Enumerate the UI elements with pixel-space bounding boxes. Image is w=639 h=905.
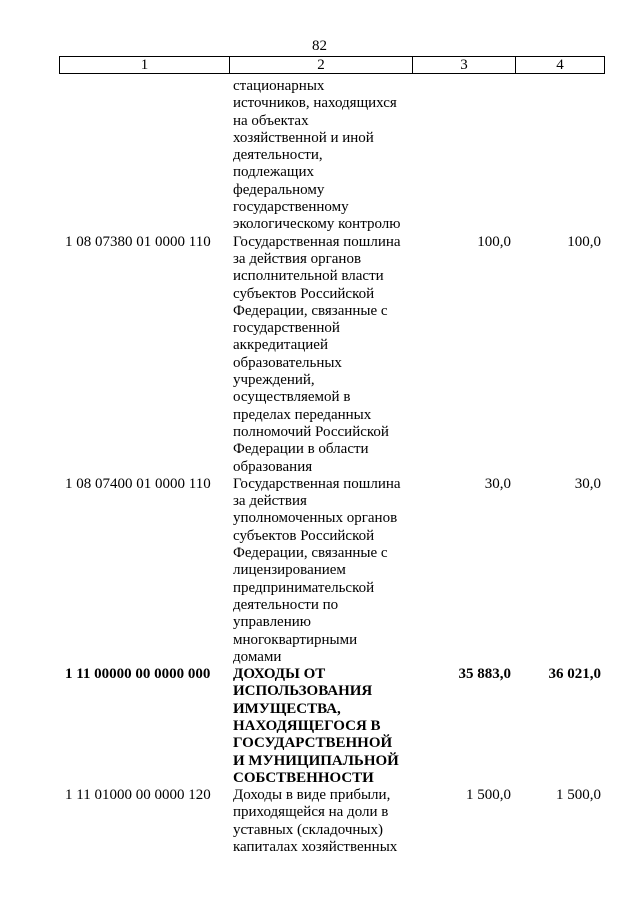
description-line: хозяйственной и иной	[233, 129, 374, 146]
item-description	[229, 78, 412, 234]
item-description	[229, 666, 412, 787]
description-line: деятельности,	[233, 147, 323, 164]
description-line: предпринимательской	[233, 579, 375, 596]
description-line: приходящейся на доли в	[233, 804, 389, 821]
amount-col-4: 100,0	[567, 233, 601, 250]
description-line: субъектов Российской	[233, 527, 375, 544]
description-line: СОБСТВЕННОСТИ	[233, 769, 374, 786]
item-description	[229, 787, 412, 856]
description-line: Государственная пошлина	[233, 475, 401, 492]
table-header	[59, 56, 605, 74]
item-description	[229, 476, 412, 666]
description-line: экологическому контролю	[233, 216, 401, 233]
description-line: лицензированием	[233, 562, 346, 579]
description-line: Федерации, связанные с	[233, 302, 388, 319]
description-line: государственной	[233, 320, 340, 337]
description-line: исполнительной власти	[233, 268, 384, 285]
description-line: государственному	[233, 199, 349, 216]
header-col-3: 3	[413, 57, 516, 73]
description-line: капиталах хозяйственных	[233, 839, 398, 856]
amount-col-4: 1 500,0	[556, 787, 601, 804]
description-line: за действия органов	[233, 250, 362, 267]
description-line: источников, находящихся	[233, 95, 397, 112]
description-line: Государственная пошлина	[233, 233, 401, 250]
table-row	[59, 234, 605, 476]
table-row	[59, 787, 605, 856]
description-line: аккредитацией	[233, 337, 328, 354]
description-line: образовательных	[233, 354, 342, 371]
table-row	[59, 666, 605, 787]
budget-code: 1 11 01000 00 0000 120	[65, 787, 211, 804]
amount-col-4: 36 021,0	[548, 666, 601, 683]
page-number: 82	[312, 38, 327, 54]
amount-col-3: 35 883,0	[458, 666, 511, 683]
description-line: ИСПОЛЬЗОВАНИЯ	[233, 683, 373, 700]
description-line: Доходы в виде прибыли,	[233, 787, 391, 804]
budget-code: 1 08 07380 01 0000 110	[65, 233, 211, 250]
description-line: деятельности по	[233, 596, 339, 613]
amount-col-3: 100,0	[477, 233, 511, 250]
description-line: многоквартирными	[233, 631, 358, 648]
header-col-1: 1	[60, 57, 230, 73]
description-line: НАХОДЯЩЕГОСЯ В	[233, 717, 381, 734]
description-line: стационарных	[233, 78, 325, 94]
amount-col-4: 30,0	[574, 475, 601, 492]
description-line: федеральному	[233, 181, 325, 198]
header-col-2: 2	[230, 57, 413, 73]
description-line: домами	[233, 648, 282, 665]
description-line: управлению	[233, 614, 311, 631]
budget-code: 1 08 07400 01 0000 110	[65, 475, 211, 492]
description-line: полномочий Российской	[233, 423, 389, 440]
amount-col-3: 1 500,0	[466, 787, 511, 804]
description-line: пределах переданных	[233, 406, 372, 423]
header-col-4: 4	[556, 57, 564, 73]
table-row	[59, 476, 605, 666]
table-body	[59, 78, 605, 856]
table-row	[59, 78, 605, 234]
description-line: учреждений,	[233, 372, 315, 389]
description-line: уставных (складочных)	[233, 821, 383, 838]
description-line: ДОХОДЫ ОТ	[233, 666, 326, 683]
description-line: Федерации в области	[233, 441, 369, 458]
description-line: ГОСУДАРСТВЕННОЙ	[233, 735, 393, 752]
description-line: подлежащих	[233, 164, 314, 181]
amount-col-3: 30,0	[484, 475, 511, 492]
description-line: уполномоченных органов	[233, 510, 398, 527]
budget-code: 1 11 00000 00 0000 000	[65, 666, 211, 683]
description-line: за действия	[233, 493, 307, 510]
description-line: И МУНИЦИПАЛЬНОЙ	[233, 752, 399, 769]
item-description	[229, 234, 412, 476]
description-line: образования	[233, 458, 313, 475]
description-line: субъектов Российской	[233, 285, 375, 302]
description-line: ИМУЩЕСТВА,	[233, 700, 341, 717]
description-line: на объектах	[233, 112, 309, 129]
description-line: осуществляемой в	[233, 389, 351, 406]
description-line: Федерации, связанные с	[233, 545, 388, 562]
